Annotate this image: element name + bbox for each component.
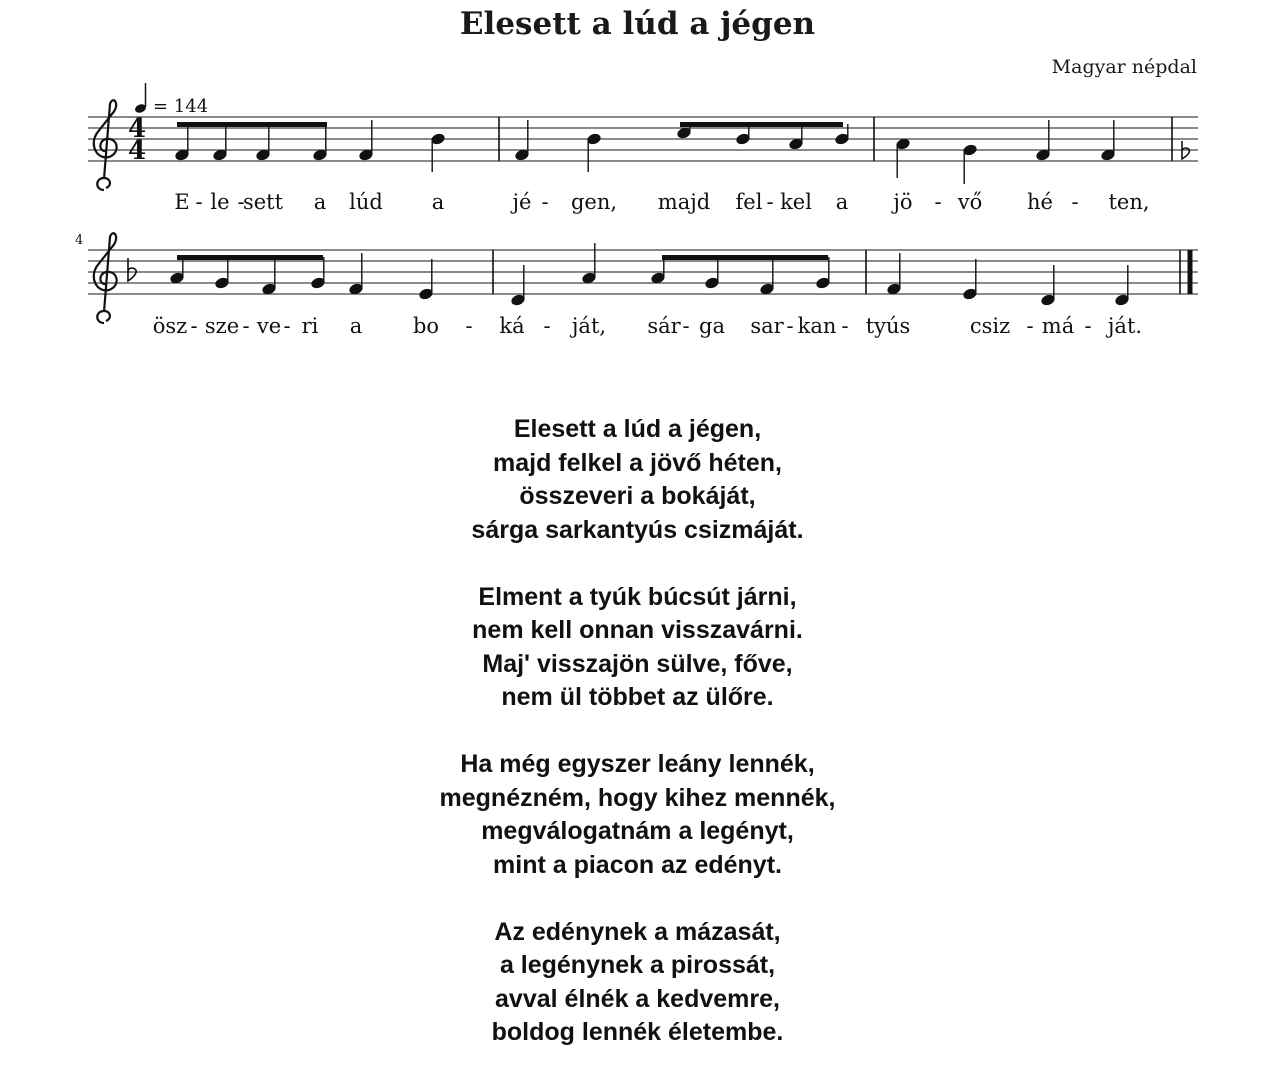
poem-line: Elesett a lúd a jégen, xyxy=(513,415,762,443)
poem-line: avval élnék a kedvemre, xyxy=(495,984,780,1013)
song-title: Elesett a lúd a jégen xyxy=(459,6,816,42)
poem-line: boldog lennék életembe. xyxy=(491,1018,784,1046)
lyric-syllable: fel xyxy=(735,190,763,214)
poem-line: Elment a tyúk búcsút járni, xyxy=(478,582,797,611)
time-signature-top: 4 xyxy=(127,114,147,144)
lyric-hyphen: - xyxy=(682,314,690,338)
lyric-syllable: le xyxy=(210,190,230,214)
lyric-hyphen: - xyxy=(543,314,551,338)
lyric-hyphen: - xyxy=(237,190,245,214)
lyric-hyphen: - xyxy=(190,314,198,338)
lyric-syllable: bo xyxy=(412,314,440,338)
lyric-hyphen: - xyxy=(1071,190,1079,214)
poem-line: mint a piacon az edényt. xyxy=(493,850,782,879)
composer-credit: Magyar népdal xyxy=(1051,56,1197,78)
lyric-syllable: lúd xyxy=(349,190,383,214)
lyric-syllable: ját, xyxy=(571,314,607,338)
lyric-hyphen: - xyxy=(283,314,291,338)
lyric-syllable: vő xyxy=(957,190,983,214)
lyric-hyphen: - xyxy=(1084,314,1092,338)
lyric-syllable: a xyxy=(313,190,327,214)
lyric-syllable: a xyxy=(431,190,445,214)
lyric-hyphen: - xyxy=(242,314,250,338)
tempo-value: = 144 xyxy=(153,96,209,117)
lyric-hyphen: - xyxy=(1026,314,1034,338)
lyric-syllable: ten, xyxy=(1108,190,1150,214)
poem-line: megválogatnám a legényt, xyxy=(481,817,794,845)
treble-clef-icon xyxy=(94,233,117,323)
poem-line: nem kell onnan visszavárni. xyxy=(472,616,803,644)
lyric-hyphen: - xyxy=(541,190,549,214)
lyric-syllable: ve xyxy=(256,314,282,338)
poem-line: majd felkel a jövő héten, xyxy=(493,448,782,477)
poem-line: a legénynek a pirossát, xyxy=(499,951,776,979)
lyrics-system-2 xyxy=(153,314,1142,338)
lyric-syllable: E xyxy=(174,190,190,214)
poem-line: Az edénynek a mázasát, xyxy=(494,917,781,946)
lyric-syllable: sze xyxy=(204,314,240,338)
lyric-hyphen: - xyxy=(934,190,942,214)
lyric-syllable: hé xyxy=(1027,190,1053,214)
lyric-syllable: ját. xyxy=(1107,314,1143,338)
lyric-syllable: majd xyxy=(657,190,711,214)
lyric-syllable: ösz xyxy=(152,314,188,338)
lyric-hyphen: - xyxy=(841,314,849,338)
lyric-syllable: sár xyxy=(647,314,681,338)
stanza xyxy=(0,413,1275,547)
poem-line: összeveri a bokáját, xyxy=(519,482,756,510)
lyric-syllable: tyús xyxy=(865,314,911,338)
lyric-syllable: jé xyxy=(512,190,532,214)
lyric-hyphen: - xyxy=(465,314,473,338)
lyric-syllable: ga xyxy=(699,314,725,338)
lyric-syllable: gen, xyxy=(570,190,618,214)
lyric-syllable: sett xyxy=(242,190,284,214)
lyric-syllable: jö xyxy=(893,190,913,214)
lyric-syllable: kel xyxy=(780,190,812,214)
lyric-syllable: a xyxy=(349,314,363,338)
lyric-hyphen: - xyxy=(766,190,774,214)
lyric-syllable: csiz xyxy=(969,314,1011,338)
lyrics-system-1 xyxy=(174,190,1149,214)
stanza xyxy=(0,581,1275,715)
measure-number: 4 xyxy=(75,233,84,248)
stanza xyxy=(0,748,1275,882)
poem-line: sárga sarkantyús csizmáját. xyxy=(471,515,804,544)
lyric-hyphen: - xyxy=(195,190,203,214)
treble-clef-icon xyxy=(94,100,117,190)
poem-line: Maj' visszajön sülve, főve, xyxy=(482,649,793,678)
lyric-syllable: ri xyxy=(301,314,319,338)
time-signature-bottom: 4 xyxy=(127,136,147,166)
poem-text xyxy=(0,413,1275,1083)
lyric-syllable: kan xyxy=(797,314,837,338)
sheet-music xyxy=(0,0,1275,360)
lyric-syllable: sar xyxy=(750,314,784,338)
lyric-syllable: a xyxy=(835,190,849,214)
lyric-syllable: má xyxy=(1041,314,1075,338)
lyric-hyphen: - xyxy=(786,314,794,338)
stanza xyxy=(0,916,1275,1050)
poem-line: megnézném, hogy kihez mennék, xyxy=(439,783,836,812)
poem-line: Ha még egyszer leány lennék, xyxy=(460,750,815,778)
lyric-syllable: ká xyxy=(499,314,525,338)
poem-line: nem ül többet az ülőre. xyxy=(501,683,774,711)
